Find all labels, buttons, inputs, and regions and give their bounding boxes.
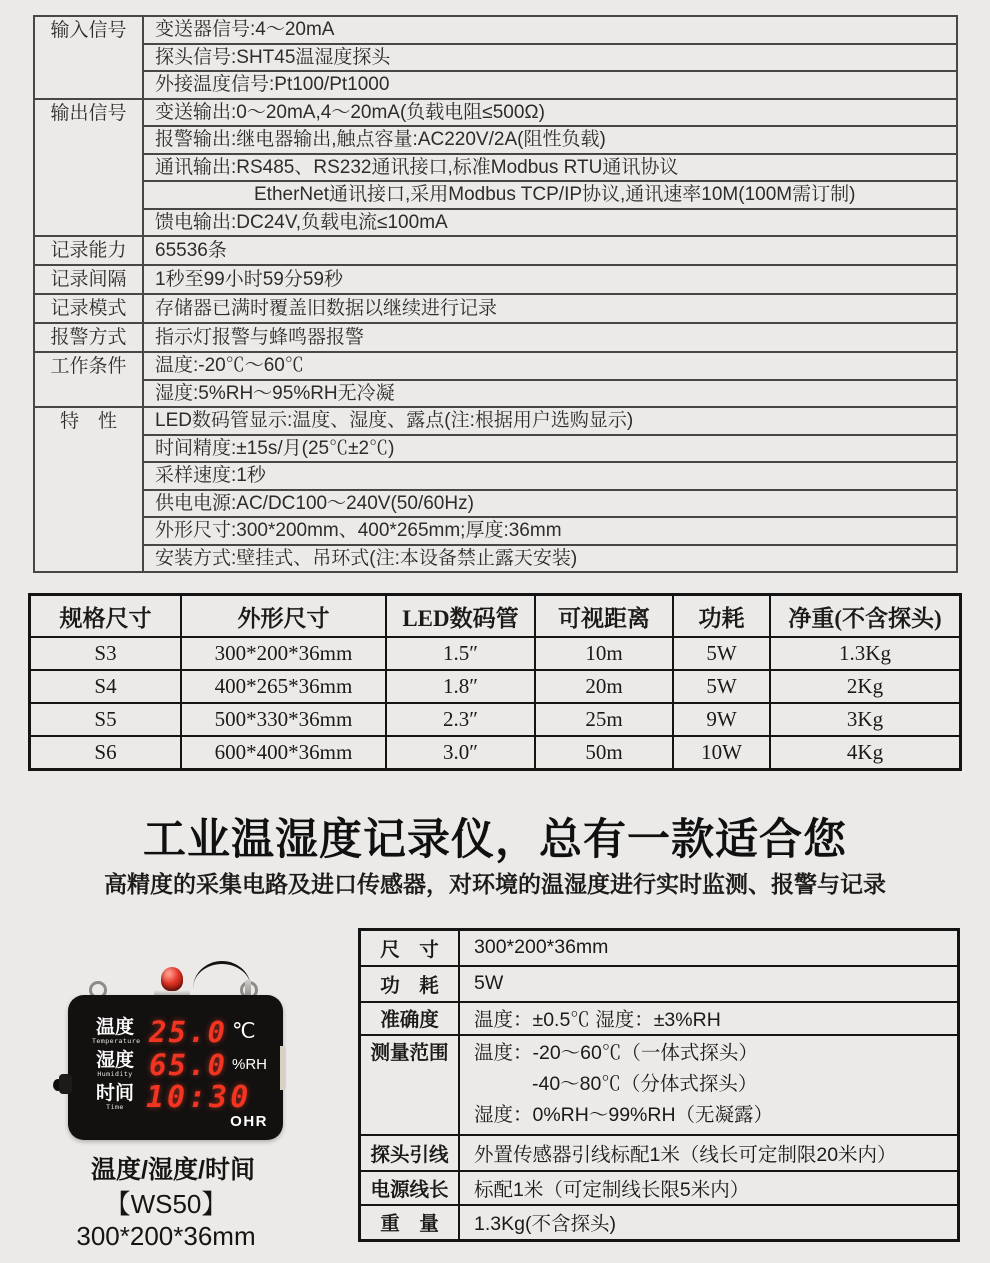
brand-logo: OHR xyxy=(230,1113,268,1130)
cell-distance: 10m xyxy=(535,637,673,670)
model-size-table xyxy=(28,593,962,771)
ws50-spec-table xyxy=(358,928,960,1242)
led-panel xyxy=(68,995,283,1140)
spec-value: 外接温度信号:Pt100/Pt1000 xyxy=(143,71,957,99)
spec-label: 特 性 xyxy=(34,407,143,572)
spec-value: 通讯输出:RS485、RS232通讯接口,标准Modbus RTU通讯协议 xyxy=(143,154,957,182)
table-row xyxy=(34,380,957,408)
range-line: -40～80℃（分体式探头） xyxy=(532,1073,758,1095)
cell-power: 9W xyxy=(673,703,770,736)
cell-size: 300*200*36mm xyxy=(181,637,386,670)
table-row xyxy=(360,1205,959,1241)
spec-value: 报警输出:继电器输出,触点容量:AC220V/2A(阻性负载) xyxy=(143,126,957,154)
display-label: 湿度 Humidity xyxy=(95,1050,134,1079)
table-row xyxy=(34,435,957,463)
unit-rh: %RH xyxy=(232,1056,268,1073)
spec-label: 记录能力 xyxy=(34,236,143,265)
table-row xyxy=(34,352,957,380)
cell-led: 1.5″ xyxy=(386,637,535,670)
table-row xyxy=(34,517,957,545)
display-label: 时间 Time xyxy=(95,1083,134,1112)
table-row xyxy=(34,490,957,518)
display-row-time xyxy=(92,1081,275,1114)
spec-value: 时间精度:±15s/月(25℃±2℃) xyxy=(143,435,957,463)
cell-distance: 20m xyxy=(535,670,673,703)
table-row xyxy=(34,16,957,44)
table-row xyxy=(30,736,961,770)
spec-label: 报警方式 xyxy=(34,323,143,352)
spec-value: 变送输出:0～20mA,4～20mA(负载电阻≤500Ω) xyxy=(143,99,957,127)
ws50-label: 探头引线 xyxy=(360,1135,460,1171)
spec-value: 指示灯报警与蜂鸣器报警 xyxy=(143,323,957,352)
spec-value: 安装方式:壁挂式、吊环式(注:本设备禁止露天安装) xyxy=(143,545,957,573)
column-header: 外形尺寸 xyxy=(181,595,386,638)
spec-label: 输入信号 xyxy=(34,16,143,99)
spec-value: LED数码管显示:温度、湿度、露点(注:根据用户选购显示) xyxy=(143,407,957,435)
cell-size: 500*330*36mm xyxy=(181,703,386,736)
spec-value: 变送器信号:4～20mA xyxy=(143,16,957,44)
spec-value: 馈电输出:DC24V,负载电流≤100mA xyxy=(143,209,957,237)
cell-distance: 50m xyxy=(535,736,673,770)
unit-celsius: ℃ xyxy=(232,1020,256,1043)
ws50-value: 温度：±0.5℃ 湿度：±3%RH xyxy=(459,1002,959,1035)
range-line: 湿度：0%RH～99%RH（无凝露） xyxy=(474,1104,774,1126)
table-row xyxy=(360,1002,959,1035)
ws50-value: 5W xyxy=(459,966,959,1002)
cell-weight: 3Kg xyxy=(770,703,961,736)
spec-label: 记录模式 xyxy=(34,294,143,323)
table-row xyxy=(34,265,957,294)
ws50-label: 准确度 xyxy=(360,1002,460,1035)
table-row xyxy=(34,323,957,352)
cell-power: 5W xyxy=(673,670,770,703)
table-row xyxy=(34,71,957,99)
spec-value: 存储器已满时覆盖旧数据以继续进行记录 xyxy=(143,294,957,323)
table-row xyxy=(360,1135,959,1171)
ws50-label: 重 量 xyxy=(360,1205,460,1241)
ws50-value xyxy=(459,1035,959,1135)
cell-size: 600*400*36mm xyxy=(181,736,386,770)
table-row xyxy=(34,209,957,237)
table-row xyxy=(34,154,957,182)
table-row xyxy=(34,126,957,154)
display-row-temperature xyxy=(92,1015,275,1048)
spec-value: 65536条 xyxy=(143,236,957,265)
led-value-humidity: 65.0 xyxy=(149,1047,227,1082)
ws50-label: 尺 寸 xyxy=(360,930,460,966)
table-header-row xyxy=(30,595,961,638)
column-header: 净重(不含探头) xyxy=(770,595,961,638)
cell-power: 5W xyxy=(673,637,770,670)
column-header: LED数码管 xyxy=(386,595,535,638)
table-row xyxy=(34,294,957,323)
product-photo xyxy=(30,952,360,1251)
column-header: 规格尺寸 xyxy=(30,595,182,638)
alarm-beacon-icon xyxy=(161,967,183,991)
table-row xyxy=(360,930,959,966)
table-row xyxy=(30,637,961,670)
cell-power: 10W xyxy=(673,736,770,770)
display-label: 温度 Temperature xyxy=(92,1017,141,1046)
table-row xyxy=(34,407,957,435)
cell-led: 2.3″ xyxy=(386,703,535,736)
spec-label: 工作条件 xyxy=(34,352,143,407)
spec-value: EtherNet通讯接口,采用Modbus TCP/IP协议,通讯速率10M(100M需订制) xyxy=(143,181,957,209)
table-row xyxy=(360,966,959,1002)
cell-weight: 1.3Kg xyxy=(770,637,961,670)
spec-value: 采样速度:1秒 xyxy=(143,462,957,490)
led-value-time: 10:30 xyxy=(146,1080,252,1115)
spec-table xyxy=(33,15,958,573)
spec-value: 探头信号:SHT45温湿度探头 xyxy=(143,44,957,72)
spec-value: 1秒至99小时59分59秒 xyxy=(143,265,957,294)
page-subtitle: 高精度的采集电路及进口传感器，对环境的温湿度进行实时监测、报警与记录 xyxy=(104,871,886,897)
ws50-label: 功 耗 xyxy=(360,966,460,1002)
table-row xyxy=(360,1171,959,1205)
ws50-label: 测量范围 xyxy=(360,1035,460,1135)
ws50-value: 标配1米（可定制线长限5米内） xyxy=(459,1171,959,1205)
cell-led: 3.0″ xyxy=(386,736,535,770)
cell-model: S6 xyxy=(30,736,182,770)
table-row xyxy=(34,236,957,265)
table-row xyxy=(34,545,957,573)
cell-model: S5 xyxy=(30,703,182,736)
cell-distance: 25m xyxy=(535,703,673,736)
device-caption: 温度/湿度/时间 xyxy=(91,1156,255,1184)
device-model-caption: 【WS50】300*200*36mm xyxy=(76,1189,256,1251)
spec-label: 输出信号 xyxy=(34,99,143,237)
cell-model: S3 xyxy=(30,637,182,670)
ws50-value: 1.3Kg(不含探头) xyxy=(459,1205,959,1241)
range-line: 温度：-20～60℃（一体式探头） xyxy=(474,1042,758,1064)
cell-weight: 2Kg xyxy=(770,670,961,703)
spec-label: 记录间隔 xyxy=(34,265,143,294)
cell-model: S4 xyxy=(30,670,182,703)
table-row xyxy=(34,44,957,72)
ws50-label: 电源线长 xyxy=(360,1171,460,1205)
page-title: 工业温湿度记录仪，总有一款适合您 xyxy=(143,816,847,864)
led-value-temperature: 25.0 xyxy=(149,1014,227,1049)
display-row-humidity xyxy=(92,1048,275,1081)
spec-value: 温度:-20℃～60℃ xyxy=(143,352,957,380)
cable-connector xyxy=(245,980,251,996)
side-knob xyxy=(59,1074,72,1094)
table-row xyxy=(30,703,961,736)
cell-led: 1.8″ xyxy=(386,670,535,703)
table-row xyxy=(34,181,957,209)
cell-weight: 4Kg xyxy=(770,736,961,770)
ws50-value: 外置传感器引线标配1米（线长可定制限20米内） xyxy=(459,1135,959,1171)
table-row xyxy=(34,462,957,490)
table-row xyxy=(30,670,961,703)
column-header: 功耗 xyxy=(673,595,770,638)
column-header: 可视距离 xyxy=(535,595,673,638)
cell-size: 400*265*36mm xyxy=(181,670,386,703)
spec-value: 供电电源:AC/DC100～240V(50/60Hz) xyxy=(143,490,957,518)
table-row xyxy=(34,99,957,127)
side-tab xyxy=(280,1046,286,1090)
spec-value: 外形尺寸:300*200mm、400*265mm;厚度:36mm xyxy=(143,517,957,545)
ws50-value: 300*200*36mm xyxy=(459,930,959,966)
table-row xyxy=(360,1035,959,1135)
spec-value: 湿度:5%RH～95%RH无冷凝 xyxy=(143,380,957,408)
